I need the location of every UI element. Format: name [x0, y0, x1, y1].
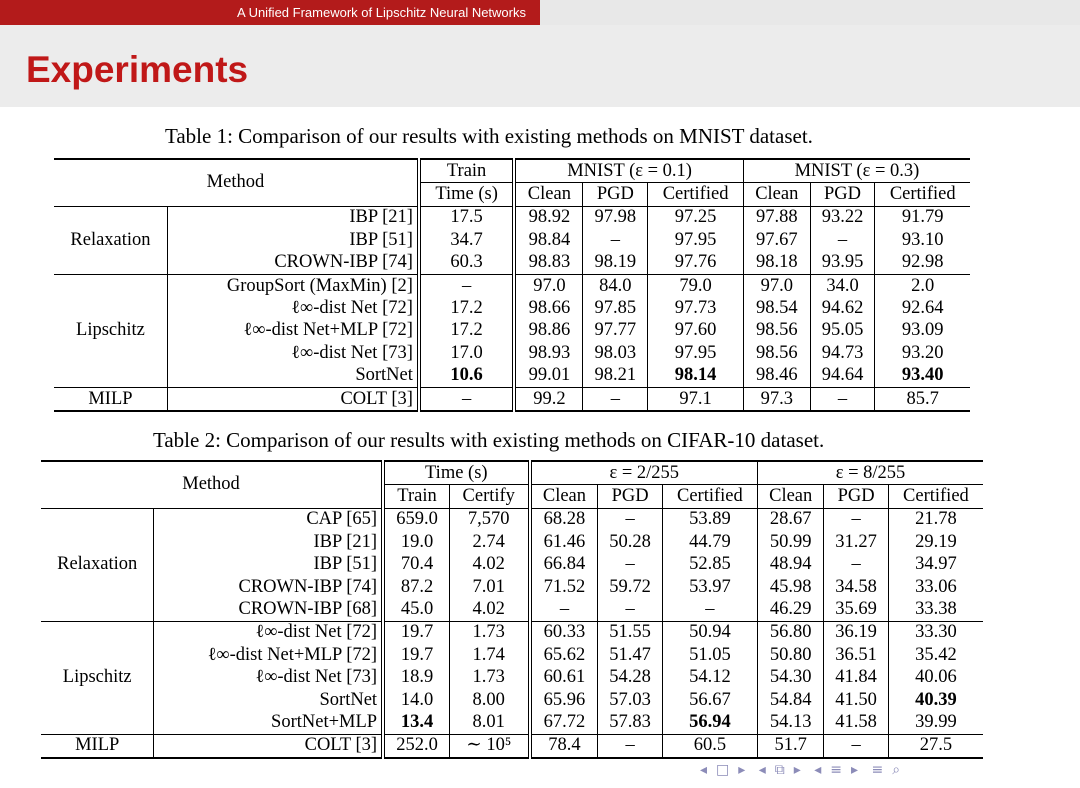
value-cell: 93.40 — [875, 365, 970, 388]
value-cell: 98.18 — [743, 252, 810, 275]
col-group-eps-2-255: ε = 2/255 — [530, 461, 758, 485]
value-cell: 54.13 — [757, 711, 823, 734]
method-cell: IBP [51] — [313, 554, 378, 575]
value-cell: 33.38 — [888, 598, 983, 621]
value-cell: 93.10 — [875, 229, 970, 251]
method-cell: SortNet — [355, 365, 413, 386]
nav-section-icon[interactable]: ≡ — [830, 762, 843, 778]
value-cell: 1.73 — [449, 667, 529, 689]
col-certified: Certified — [888, 485, 983, 508]
value-cell: – — [419, 387, 514, 411]
col-certified: Certified — [648, 183, 744, 206]
value-cell: 94.73 — [810, 342, 875, 364]
value-cell: 56.94 — [662, 711, 757, 734]
value-cell: – — [598, 598, 662, 621]
table-row — [41, 598, 983, 621]
method-cell: CROWN-IBP [74] — [274, 252, 413, 273]
group-label: MILP — [41, 734, 154, 758]
value-cell: – — [583, 229, 648, 251]
nav-prev-subsection-icon[interactable]: ◂ — [758, 762, 766, 778]
col-train-time-unit: Time (s) — [419, 183, 514, 206]
table-row — [54, 320, 970, 342]
value-cell: – — [598, 734, 662, 758]
value-cell: 17.2 — [419, 297, 514, 319]
value-cell: 98.93 — [514, 342, 583, 364]
value-cell: 79.0 — [648, 274, 744, 297]
value-cell: – — [810, 387, 875, 411]
value-cell: 97.95 — [648, 229, 744, 251]
nav-next-frame-icon[interactable]: ▸ — [738, 762, 746, 778]
value-cell: 2.0 — [875, 274, 970, 297]
value-cell: 33.06 — [888, 576, 983, 598]
method-cell: ℓ∞-dist Net [72] — [255, 622, 378, 643]
value-cell: 97.67 — [743, 229, 810, 251]
value-cell: 31.27 — [824, 531, 888, 553]
value-cell: 36.19 — [824, 621, 888, 644]
table-row — [41, 667, 983, 689]
value-cell: 97.1 — [648, 387, 744, 411]
value-cell: 98.86 — [514, 320, 583, 342]
value-cell: 98.66 — [514, 297, 583, 319]
method-cell: COLT [3] — [340, 388, 413, 409]
value-cell: 34.7 — [419, 229, 514, 251]
value-cell: 98.14 — [648, 365, 744, 388]
value-cell: 27.5 — [888, 734, 983, 758]
value-cell: – — [530, 598, 598, 621]
value-cell: 93.22 — [810, 206, 875, 229]
table-row — [54, 365, 970, 388]
value-cell: 60.61 — [530, 667, 598, 689]
nav-prev-section-icon[interactable]: ◂ — [814, 762, 822, 778]
value-cell: 34.58 — [824, 576, 888, 598]
value-cell: 44.79 — [662, 531, 757, 553]
value-cell: 17.5 — [419, 206, 514, 229]
header-bar — [0, 0, 1080, 25]
value-cell: 51.7 — [757, 734, 823, 758]
value-cell: 1.73 — [449, 621, 529, 644]
value-cell: 97.25 — [648, 206, 744, 229]
col-certify: Certify — [449, 485, 529, 508]
value-cell: 54.84 — [757, 689, 823, 711]
value-cell: 97.3 — [743, 387, 810, 411]
value-cell: 19.7 — [383, 621, 449, 644]
page-title: Experiments — [26, 49, 249, 90]
col-certified: Certified — [875, 183, 970, 206]
value-cell: 52.85 — [662, 554, 757, 576]
value-cell: 8.00 — [449, 689, 529, 711]
table-row — [41, 734, 983, 758]
value-cell: 98.54 — [743, 297, 810, 319]
col-clean: Clean — [530, 485, 598, 508]
value-cell: 40.39 — [888, 689, 983, 711]
value-cell: 36.51 — [824, 644, 888, 666]
table-row — [54, 252, 970, 275]
value-cell: 85.7 — [875, 387, 970, 411]
method-cell: GroupSort (MaxMin) [2] — [226, 275, 413, 296]
value-cell: 659.0 — [383, 508, 449, 531]
table-row — [54, 297, 970, 319]
method-cell: IBP [51] — [349, 229, 413, 250]
group-label: Relaxation — [54, 206, 167, 274]
value-cell: 97.60 — [648, 320, 744, 342]
group-label: Relaxation — [41, 508, 154, 621]
table1-body — [54, 206, 970, 411]
method-cell: CAP [65] — [306, 509, 378, 530]
value-cell: 93.09 — [875, 320, 970, 342]
table-row — [41, 644, 983, 666]
value-cell: 98.03 — [583, 342, 648, 364]
value-cell: 14.0 — [383, 689, 449, 711]
value-cell: 35.69 — [824, 598, 888, 621]
col-certified: Certified — [662, 485, 757, 508]
nav-align-icon[interactable]: ≡ — [871, 762, 884, 778]
value-cell: 46.29 — [757, 598, 823, 621]
value-cell: 65.62 — [530, 644, 598, 666]
nav-next-subsection-icon[interactable]: ▸ — [793, 762, 801, 778]
value-cell: 10.6 — [419, 365, 514, 388]
value-cell: 66.84 — [530, 554, 598, 576]
value-cell: 19.0 — [383, 531, 449, 553]
value-cell: 45.98 — [757, 576, 823, 598]
method-cell: IBP [21] — [313, 531, 378, 552]
value-cell: 41.50 — [824, 689, 888, 711]
value-cell: 40.06 — [888, 667, 983, 689]
group-label: Lipschitz — [54, 274, 167, 387]
table-row — [41, 711, 983, 734]
value-cell: 50.28 — [598, 531, 662, 553]
table-row — [54, 387, 970, 411]
mnist-results-table — [54, 158, 970, 412]
col-group-eps-0-1: MNIST (ε = 0.1) — [514, 159, 743, 183]
value-cell: 99.2 — [514, 387, 583, 411]
value-cell: 41.58 — [824, 711, 888, 734]
value-cell: 97.0 — [514, 274, 583, 297]
value-cell: 98.56 — [743, 320, 810, 342]
value-cell: 93.20 — [875, 342, 970, 364]
value-cell: – — [662, 598, 757, 621]
value-cell: 8.01 — [449, 711, 529, 734]
cifar10-results-table — [41, 460, 983, 759]
table-row — [41, 508, 983, 531]
method-cell: ℓ∞-dist Net [72] — [291, 298, 413, 319]
method-cell: CROWN-IBP [68] — [238, 599, 378, 620]
value-cell: 45.0 — [383, 598, 449, 621]
value-cell: 99.01 — [514, 365, 583, 388]
table2-caption: Table 2: Comparison of our results with existing methods on CIFAR-10 dataset. — [153, 428, 825, 452]
value-cell: 97.76 — [648, 252, 744, 275]
value-cell: 34.0 — [810, 274, 875, 297]
value-cell: 93.95 — [810, 252, 875, 275]
value-cell: 2.74 — [449, 531, 529, 553]
value-cell: 18.9 — [383, 667, 449, 689]
value-cell: 95.05 — [810, 320, 875, 342]
nav-frame-icon[interactable]: □ — [716, 762, 730, 778]
value-cell: 59.72 — [598, 576, 662, 598]
value-cell: 7,570 — [449, 508, 529, 531]
col-clean: Clean — [514, 183, 583, 206]
value-cell: 21.78 — [888, 508, 983, 531]
value-cell: 97.98 — [583, 206, 648, 229]
value-cell: 34.97 — [888, 554, 983, 576]
col-train: Train — [383, 485, 449, 508]
value-cell: – — [419, 274, 514, 297]
value-cell: 78.4 — [530, 734, 598, 758]
value-cell: 84.0 — [583, 274, 648, 297]
value-cell: 61.46 — [530, 531, 598, 553]
value-cell: 53.89 — [662, 508, 757, 531]
value-cell: 50.80 — [757, 644, 823, 666]
value-cell: 252.0 — [383, 734, 449, 758]
value-cell: 54.28 — [598, 667, 662, 689]
value-cell: 87.2 — [383, 576, 449, 598]
value-cell: 39.99 — [888, 711, 983, 734]
table-row — [41, 576, 983, 598]
col-train-time: Train — [419, 159, 514, 183]
value-cell: – — [824, 508, 888, 531]
col-pgd: PGD — [810, 183, 875, 206]
nav-subsection-icon[interactable]: ⧉ — [774, 762, 785, 778]
value-cell: 98.84 — [514, 229, 583, 251]
value-cell: 48.94 — [757, 554, 823, 576]
value-cell: 54.12 — [662, 667, 757, 689]
nav-search-icon[interactable]: ⌕ — [892, 762, 901, 778]
table-row — [41, 689, 983, 711]
value-cell: 60.33 — [530, 621, 598, 644]
table1-caption: Table 1: Comparison of our results with existing methods on MNIST dataset. — [165, 124, 813, 148]
value-cell: 51.47 — [598, 644, 662, 666]
value-cell: – — [824, 734, 888, 758]
table-row — [54, 342, 970, 364]
value-cell: 4.02 — [449, 598, 529, 621]
value-cell: 57.83 — [598, 711, 662, 734]
value-cell: 67.72 — [530, 711, 598, 734]
table-row — [54, 206, 970, 229]
method-cell: ℓ∞-dist Net+MLP [72] — [243, 320, 413, 341]
method-cell: ℓ∞-dist Net+MLP [72] — [207, 644, 378, 665]
value-cell: 60.5 — [662, 734, 757, 758]
col-group-eps-8-255: ε = 8/255 — [757, 461, 983, 485]
method-cell: CROWN-IBP [74] — [238, 576, 378, 597]
value-cell: 50.94 — [662, 621, 757, 644]
value-cell: 60.3 — [419, 252, 514, 275]
beamer-navigation — [700, 762, 909, 778]
value-cell: 7.01 — [449, 576, 529, 598]
value-cell: 91.79 — [875, 206, 970, 229]
value-cell: 19.7 — [383, 644, 449, 666]
value-cell: 4.02 — [449, 554, 529, 576]
col-pgd: PGD — [598, 485, 662, 508]
value-cell: 13.4 — [383, 711, 449, 734]
group-label: Lipschitz — [41, 621, 154, 734]
table-row — [41, 531, 983, 553]
value-cell: – — [810, 229, 875, 251]
value-cell: 54.30 — [757, 667, 823, 689]
col-method: Method — [206, 172, 265, 193]
value-cell: 97.95 — [648, 342, 744, 364]
value-cell: 97.0 — [743, 274, 810, 297]
value-cell: – — [598, 508, 662, 531]
group-label: MILP — [54, 387, 167, 411]
value-cell: 68.28 — [530, 508, 598, 531]
col-pgd: PGD — [824, 485, 888, 508]
value-cell: 33.30 — [888, 621, 983, 644]
value-cell: 56.80 — [757, 621, 823, 644]
table-row — [54, 229, 970, 251]
value-cell: 56.67 — [662, 689, 757, 711]
method-cell: ℓ∞-dist Net [73] — [255, 667, 378, 688]
value-cell: 29.19 — [888, 531, 983, 553]
value-cell: 94.62 — [810, 297, 875, 319]
breadcrumb[interactable]: A Unified Framework of Lipschitz Neural Networks — [0, 0, 540, 25]
value-cell: 57.03 — [598, 689, 662, 711]
nav-prev-frame-icon[interactable]: ◂ — [700, 762, 708, 778]
value-cell: 92.64 — [875, 297, 970, 319]
value-cell: 71.52 — [530, 576, 598, 598]
value-cell: 17.2 — [419, 320, 514, 342]
method-cell: ℓ∞-dist Net [73] — [291, 342, 413, 363]
value-cell: 17.0 — [419, 342, 514, 364]
value-cell: 35.42 — [888, 644, 983, 666]
value-cell: 53.97 — [662, 576, 757, 598]
value-cell: 98.21 — [583, 365, 648, 388]
value-cell: 98.56 — [743, 342, 810, 364]
col-clean: Clean — [743, 183, 810, 206]
value-cell: 97.85 — [583, 297, 648, 319]
value-cell: 1.74 — [449, 644, 529, 666]
col-group-eps-0-3: MNIST (ε = 0.3) — [743, 159, 970, 183]
table2-body — [41, 508, 983, 758]
col-method: Method — [182, 474, 240, 495]
value-cell: ∼ 10⁵ — [449, 734, 529, 758]
value-cell: 51.05 — [662, 644, 757, 666]
method-cell: IBP [21] — [349, 207, 413, 228]
col-clean: Clean — [757, 485, 823, 508]
table-row — [41, 554, 983, 576]
value-cell: 97.73 — [648, 297, 744, 319]
value-cell: 65.96 — [530, 689, 598, 711]
value-cell: 98.46 — [743, 365, 810, 388]
value-cell: 41.84 — [824, 667, 888, 689]
value-cell: 97.77 — [583, 320, 648, 342]
value-cell: 70.4 — [383, 554, 449, 576]
value-cell: 28.67 — [757, 508, 823, 531]
col-group-time: Time (s) — [383, 461, 529, 485]
table-row — [41, 621, 983, 644]
value-cell: 98.83 — [514, 252, 583, 275]
value-cell: – — [583, 387, 648, 411]
value-cell: 98.19 — [583, 252, 648, 275]
value-cell: 51.55 — [598, 621, 662, 644]
value-cell: 97.88 — [743, 206, 810, 229]
value-cell: 94.64 — [810, 365, 875, 388]
value-cell: 92.98 — [875, 252, 970, 275]
method-cell: COLT [3] — [304, 735, 378, 756]
col-pgd: PGD — [583, 183, 648, 206]
table-row — [54, 274, 970, 297]
method-cell: SortNet+MLP — [271, 711, 378, 732]
value-cell: – — [598, 554, 662, 576]
value-cell: – — [824, 554, 888, 576]
method-cell: SortNet — [319, 689, 378, 710]
nav-next-section-icon[interactable]: ▸ — [851, 762, 859, 778]
value-cell: 98.92 — [514, 206, 583, 229]
title-bar — [0, 25, 1080, 107]
value-cell: 50.99 — [757, 531, 823, 553]
